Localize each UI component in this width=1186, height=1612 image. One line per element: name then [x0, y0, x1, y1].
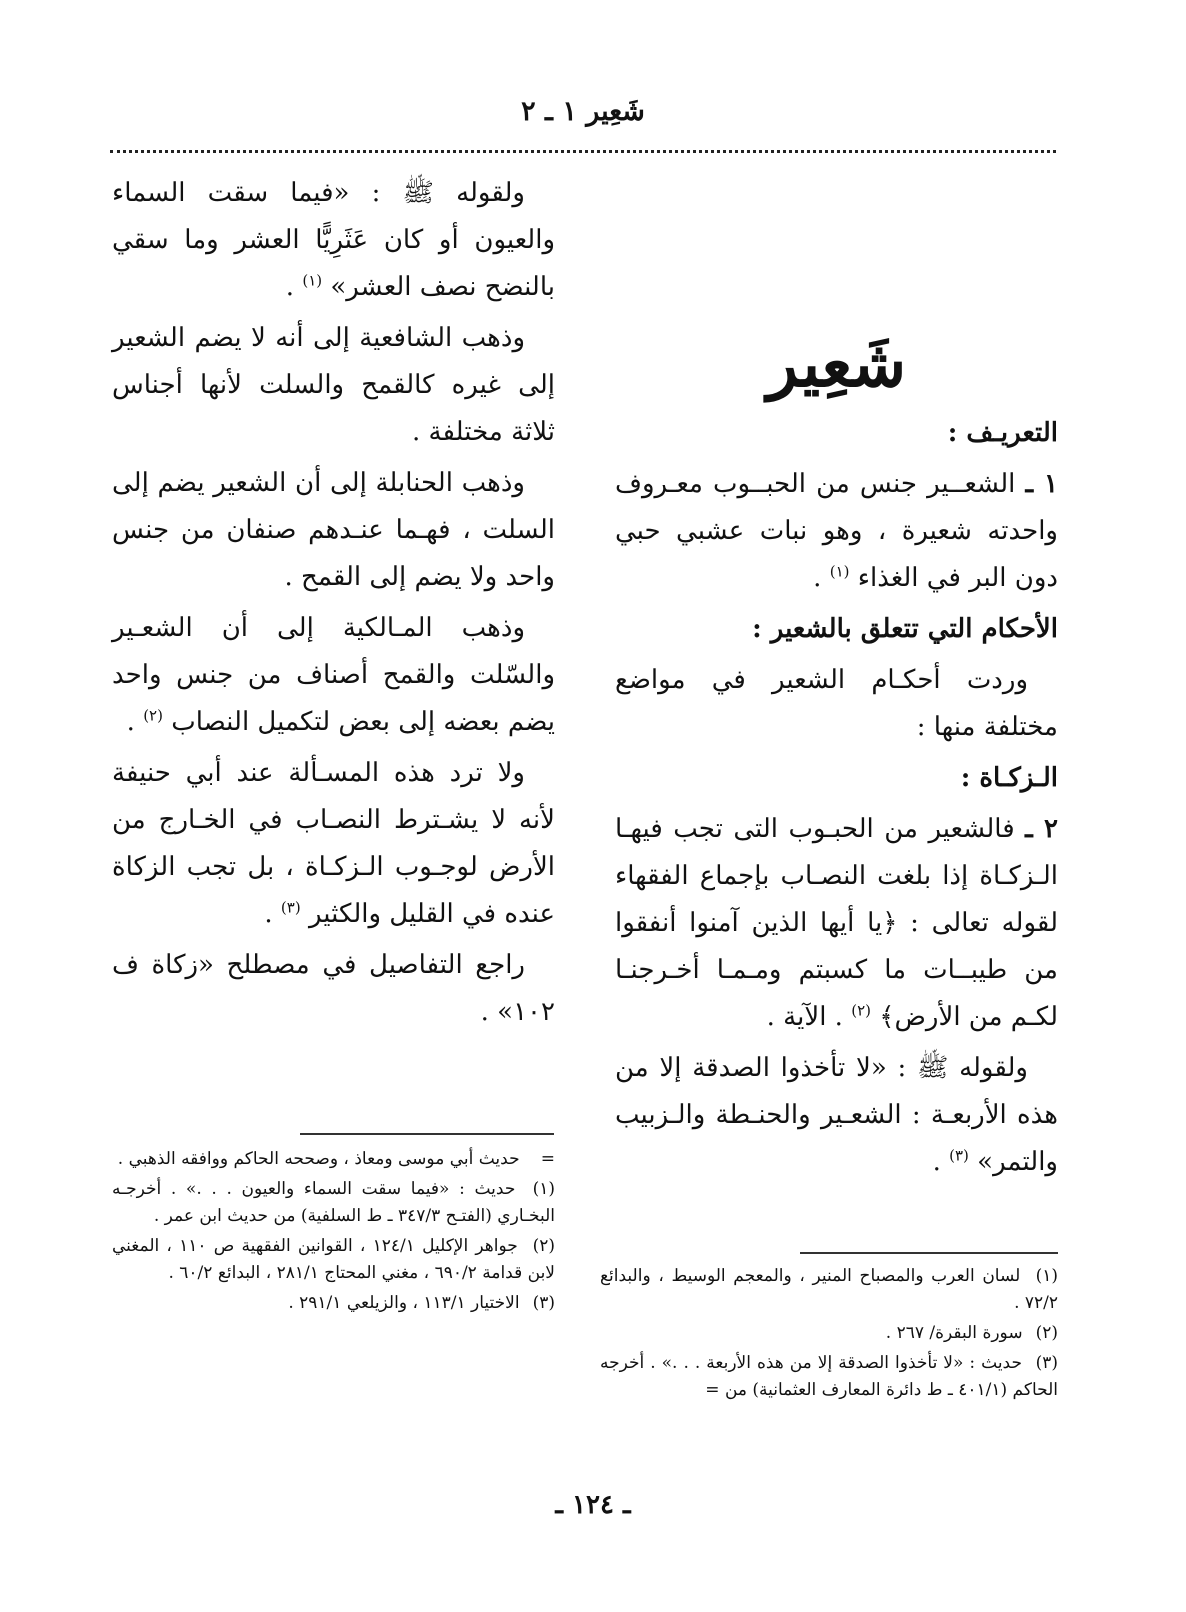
- paragraph-1-text: الشعــير جنس من الحبــوب معـروف واحدته شعيرة ، وهو نبات عشبي حبي دون البر في الغذاء: [615, 469, 1058, 593]
- footnote-text: الاختيار ١١٣/١ ، والزيلعي ٢٩١/١ .: [288, 1293, 520, 1313]
- paragraph-1-number: ١ ـ: [1025, 469, 1059, 499]
- footnote-text: حديث أبي موسى ومعاذ ، وصححه الحاكم ووافقه الذهبي .: [117, 1149, 520, 1169]
- footnote-mark: (١): [532, 1179, 555, 1199]
- footnote-text: حديث : «فيما سقت السماء والعيون . . .» . أخرجـه البخـاري (الفتـح ٣٤٧/٣ ـ ط السلفية) من حديث ابن عمر .: [112, 1179, 555, 1226]
- footnote-mark: (١): [1035, 1266, 1058, 1286]
- paragraph-2-tail: . الآية .: [766, 1002, 843, 1032]
- paragraph-e-ref: (٣): [280, 898, 301, 917]
- heading-zakat: الـزكـاة :: [960, 763, 1058, 793]
- paragraph-a-ref: (١): [302, 271, 323, 290]
- paragraph-e: ولا ترد هذه المسـألة عند أبي حنيفة لأنه لا يشـترط النصـاب في الخـارج من الأرض لوجـوب الـزكـاة ، بل تجب الزكاة عنده في القليل والكثير $^{(٣)}$ .: [112, 758, 555, 929]
- footnote-mark: =: [540, 1149, 555, 1169]
- entry-title: شَعِير: [766, 327, 907, 402]
- footnote-right-3: [600, 1350, 1058, 1404]
- page-number: ـ ١٢٤ ـ: [555, 1490, 631, 1520]
- footnote-left-continued: [112, 1146, 555, 1173]
- paragraph-a-text: ولقوله ﷺ : «فيما سقت السماء والعيون أو كان عَثَرِيًّا العشر وما سقي بالنضح نصف العشر»: [112, 178, 555, 302]
- paragraph-3: ولقوله ﷺ : «لا تأخذوا الصدقة إلا من هذه الأربعـة : الشعـير والحنـطة والـزبيب والتمر» $^{(٣)}$ .: [615, 1053, 1058, 1177]
- footnote-rule-right: [800, 1252, 1058, 1254]
- paragraph-d: وذهب المـالكية إلى أن الشعـير والسّلت والقمح أصناف من جنس واحد يضم بعضه إلى بعض لتكميل النصاب $^{(٢)}$ .: [112, 613, 555, 737]
- paragraph-3-ref: (٣): [949, 1146, 969, 1165]
- paragraph-e-text: ولا ترد هذه المسـألة عند أبي حنيفة لأنه لا يشـترط النصـاب في الخـارج من الأرض لوجـوب الـزكـاة ، بل تجب الزكاة عنده في القليل والكثير: [112, 758, 555, 929]
- paragraph-f: راجع التفاصيل في مصطلح «زكاة ف ١٠٢» .: [112, 950, 555, 1027]
- paragraph-b: وذهب الشافعية إلى أنه لا يضم الشعير إلى غيره كالقمح والسلت لأنها أجناس ثلاثة مختلفة .: [112, 323, 555, 447]
- footnote-mark: (٣): [1035, 1353, 1059, 1373]
- paragraph-a: ولقوله ﷺ : «فيما سقت السماء والعيون أو كان عَثَرِيًّا العشر وما سقي بالنضح نصف العشر» $^{(١)}$ .: [112, 178, 555, 302]
- paragraph-rulings: وردت أحكـام الشعير في مواضع مختلفة منها :: [615, 665, 1058, 742]
- paragraph-2-ref: (٢): [851, 1001, 871, 1020]
- paragraph-3-text: ولقوله ﷺ : «لا تأخذوا الصدقة إلا من هذه الأربعـة : الشعـير والحنـطة والـزبيب والتمر»: [615, 1053, 1058, 1177]
- footnote-rule-left: [300, 1133, 554, 1135]
- paragraph-c: وذهب الحنابلة إلى أن الشعير يضم إلى السلت ، فهـما عنـدهم صنفان من جنس واحد ولا يضم إلى القمح .: [112, 468, 555, 592]
- header-dotted-rule: [110, 150, 1056, 153]
- footnotes-left: [112, 1146, 555, 1320]
- footnote-text: جواهر الإكليل ١٢٤/١ ، القوانين الفقهية ص ١١٠ ، المغني لابن قدامة ٦٩٠/٢ ، مغني المحتاج ٢٨١/١ ، البدائع ٦٠/٢ .: [112, 1236, 555, 1283]
- left-column: [112, 170, 555, 1040]
- paragraph-2: [615, 806, 1058, 1041]
- footnote-left-1: [112, 1176, 555, 1230]
- footnote-mark: (٢): [1035, 1323, 1058, 1343]
- footnote-right-1: [600, 1263, 1058, 1317]
- footnote-text: لسان العرب والمصباح المنير ، والمعجم الوسيط ، والبدائع ٧٢/٢ .: [600, 1266, 1058, 1313]
- paragraph-d-ref: (٢): [143, 706, 163, 725]
- footnote-mark: (٢): [532, 1236, 556, 1256]
- footnote-text: حديث : «لا تأخذوا الصدقة إلا من هذه الأربعة . . .» . أخرجه الحاكم (٤٠١/١ ـ ط دائرة المعارف العثمانية) من =: [600, 1353, 1058, 1400]
- footnotes-right: [600, 1263, 1058, 1407]
- heading-definition: التعريـف :: [947, 418, 1058, 448]
- right-column: [615, 170, 1058, 1190]
- footnote-left-3: [112, 1290, 555, 1317]
- footnote-mark: (٣): [532, 1293, 555, 1313]
- paragraph-2-number: ٢ ـ: [1025, 814, 1058, 844]
- footnote-text: سورة البقرة/ ٢٦٧ .: [885, 1323, 1023, 1343]
- running-title: شَعِير ١ ـ ٢: [521, 96, 645, 127]
- paragraph-1: ١ ـ الشعــير جنس من الحبــوب معـروف واحدته شعيرة ، وهو نبات عشبي حبي دون البر في الغذاء $^{(١)}$ .: [615, 469, 1059, 593]
- paragraph-1-ref: (١): [829, 562, 850, 581]
- heading-rulings: الأحكام التي تتعلق بالشعير :: [752, 614, 1058, 644]
- paragraph-2-text: فالشعير من الحبـوب التى تجب فيهـا الـزكـاة إذا بلغت النصـاب بإجماع الفقهاء لقوله تعالى : ﴿يا أيها الذين آمنوا أنفقوا من طيبــات ما كسبتم ومـمـا أخـرجنـا لكـم من الأرض﴾: [615, 814, 1058, 1032]
- paragraph-d-text: وذهب المـالكية إلى أن الشعـير والسّلت والقمح أصناف من جنس واحد يضم بعضه إلى بعض لتكميل النصاب: [112, 613, 555, 737]
- footnote-left-2: [112, 1233, 555, 1287]
- footnote-right-2: [600, 1320, 1058, 1347]
